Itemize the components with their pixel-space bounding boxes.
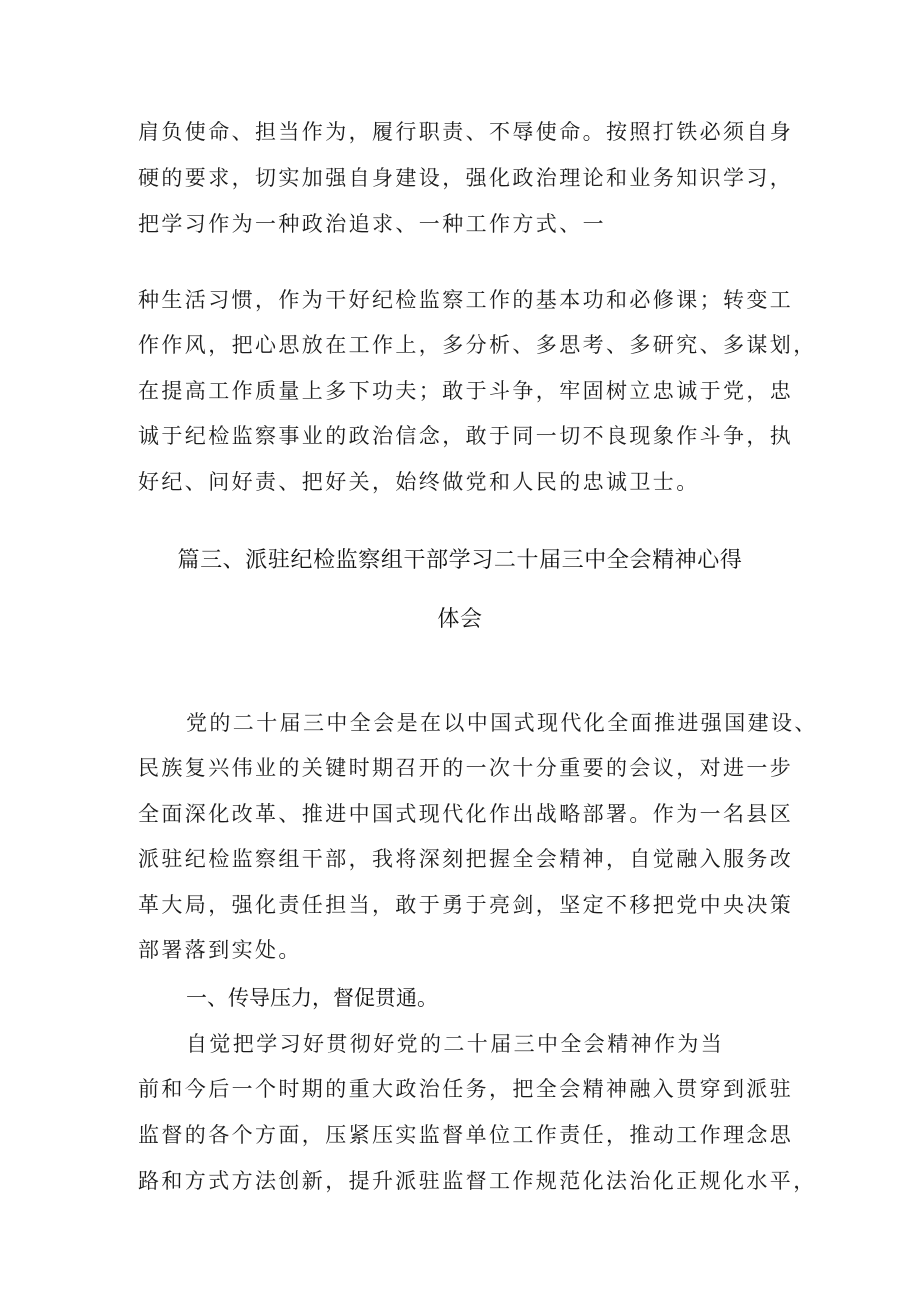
paragraph-line: 部署落到实处。 — [138, 938, 302, 962]
paragraph-line: 好纪、问好责、把好关，始终做党和人民的忠诚卫士。 — [138, 470, 700, 494]
paragraph-line: 自觉把学习好贯彻好党的二十届三中全会精神作为当 — [186, 1032, 725, 1056]
paragraph-line: 监督的各个方面，压紧压实监督单位工作责任，推动工作理念思 — [138, 1123, 794, 1147]
article-title-line-2: 体会 — [437, 607, 483, 632]
paragraph-line: 路和方式方法创新，提升派驻监督工作规范化法治化正规化水平， — [138, 1169, 817, 1193]
paragraph-line: 派驻纪检监察组干部，我将深刻把握全会精神，自觉融入服务改 — [138, 847, 794, 871]
paragraph-line: 肩负使命、担当作为，履行职责、不辱使命。按照打铁必须自身 — [138, 120, 794, 144]
paragraph-line: 党的二十届三中全会是在以中国式现代化全面推进强国建设、 — [186, 711, 818, 735]
paragraph-line: 民族复兴伟业的关键时期召开的一次十分重要的会议，对进一步 — [138, 756, 794, 780]
paragraph-line: 诚于纪检监察事业的政治信念，敢于同一切不良现象作斗争，执 — [138, 424, 794, 448]
paragraph-line: 革大局，强化责任担当，敢于勇于亮剑，坚定不移把党中央决策 — [138, 893, 794, 917]
paragraph-line: 硬的要求，切实加强自身建设，强化政治理论和业务知识学习， — [138, 166, 794, 190]
paragraph-line: 在提高工作质量上多下功夫；敢于斗争，牢固树立忠诚于党，忠 — [138, 379, 794, 403]
paragraph-line: 前和今后一个时期的重大政治任务，把全会精神融入贯穿到派驻 — [138, 1077, 794, 1101]
paragraph-line: 全面深化改革、推进中国式现代化作出战略部署。作为一名县区 — [138, 802, 794, 826]
article-title-line-1: 篇三、派驻纪检监察组干部学习二十届三中全会精神心得 — [177, 548, 743, 573]
paragraph-line: 把学习作为一种政治追求、一种工作方式、一 — [138, 212, 606, 236]
paragraph-line: 种生活习惯，作为干好纪检监察工作的基本功和必修课；转变工 — [138, 288, 794, 312]
section-heading: 一、传导压力，督促贯通。 — [186, 986, 438, 1010]
paragraph-line: 作作风，把心思放在工作上，多分析、多思考、多研究、多谋划， — [138, 333, 817, 357]
